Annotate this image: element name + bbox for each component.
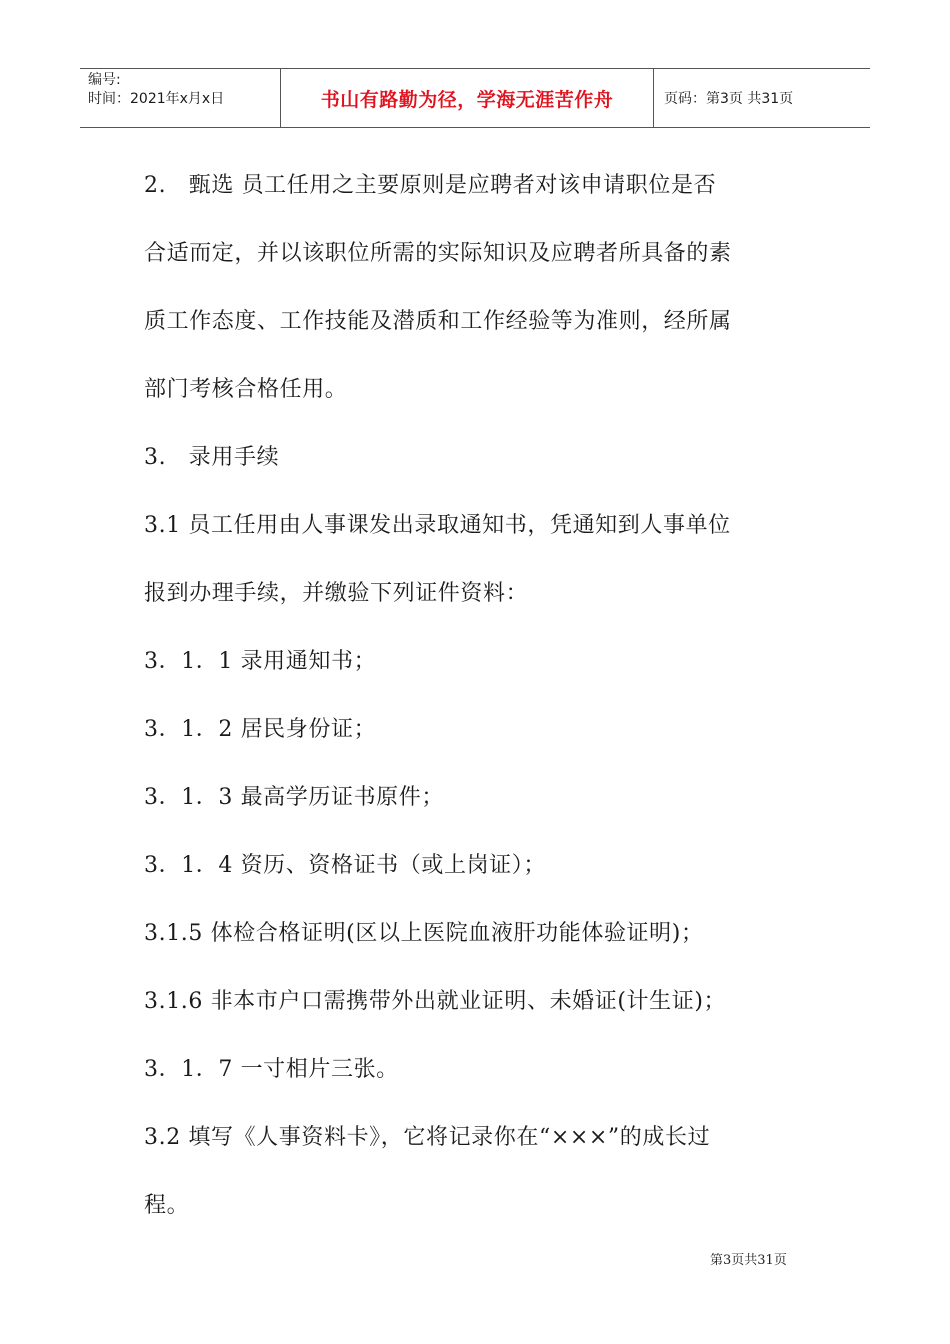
body-line: 部门考核合格任用。 (144, 377, 348, 402)
list-item: 3．1．3 最高学历证书原件； (144, 785, 444, 810)
document-body (144, 152, 814, 1240)
body-line: 3.1 员工任用由人事课发出录取通知书，凭通知到人事单位 (144, 513, 731, 538)
header-motto (281, 69, 654, 127)
motto-text: 书山有路勤为径，学海无涯苦作舟 (320, 88, 614, 111)
list-item: 3．1．7 一寸相片三张。 (144, 1057, 399, 1082)
list-item: 3．1．2 居民身份证； (144, 717, 377, 742)
list-item: 3．1．1 录用通知书； (144, 649, 377, 674)
header-right-cell (654, 69, 870, 127)
list-item: 3.1.6 非本市户口需携带外出就业证明、未婚证(计生证)； (144, 989, 727, 1014)
section-heading: 3. 录用手续 (144, 445, 280, 470)
list-item: 3.1.5 体检合格证明(区以上医院血液肝功能体验证明)； (144, 921, 704, 946)
document-code-label: 编号: (88, 72, 121, 88)
body-line: 质工作态度、工作技能及潜质和工作经验等为准则，经所属 (144, 309, 732, 334)
page-header (80, 68, 870, 128)
body-line: 3.2 填写《人事资料卡》，它将记录你在“×××”的成长过 (144, 1125, 711, 1150)
page-footer (710, 1249, 787, 1268)
header-left-cell (80, 69, 281, 127)
list-item: 3．1．4 资历、资格证书（或上岗证）； (144, 853, 546, 878)
body-line: 2. 甄选 员工任用之主要原则是应聘者对该申请职位是否 (144, 173, 717, 198)
footer-page-number: 第3页共31页 (710, 1253, 787, 1268)
header-page-label: 页码：第3页 共31页 (664, 91, 794, 107)
body-line: 程。 (144, 1193, 190, 1218)
body-line: 报到办理手续，并缴验下列证件资料： (144, 581, 529, 606)
document-time-label: 时间：2021年x月x日 (88, 91, 225, 107)
body-line: 合适而定，并以该职位所需的实际知识及应聘者所具备的素 (144, 241, 732, 266)
